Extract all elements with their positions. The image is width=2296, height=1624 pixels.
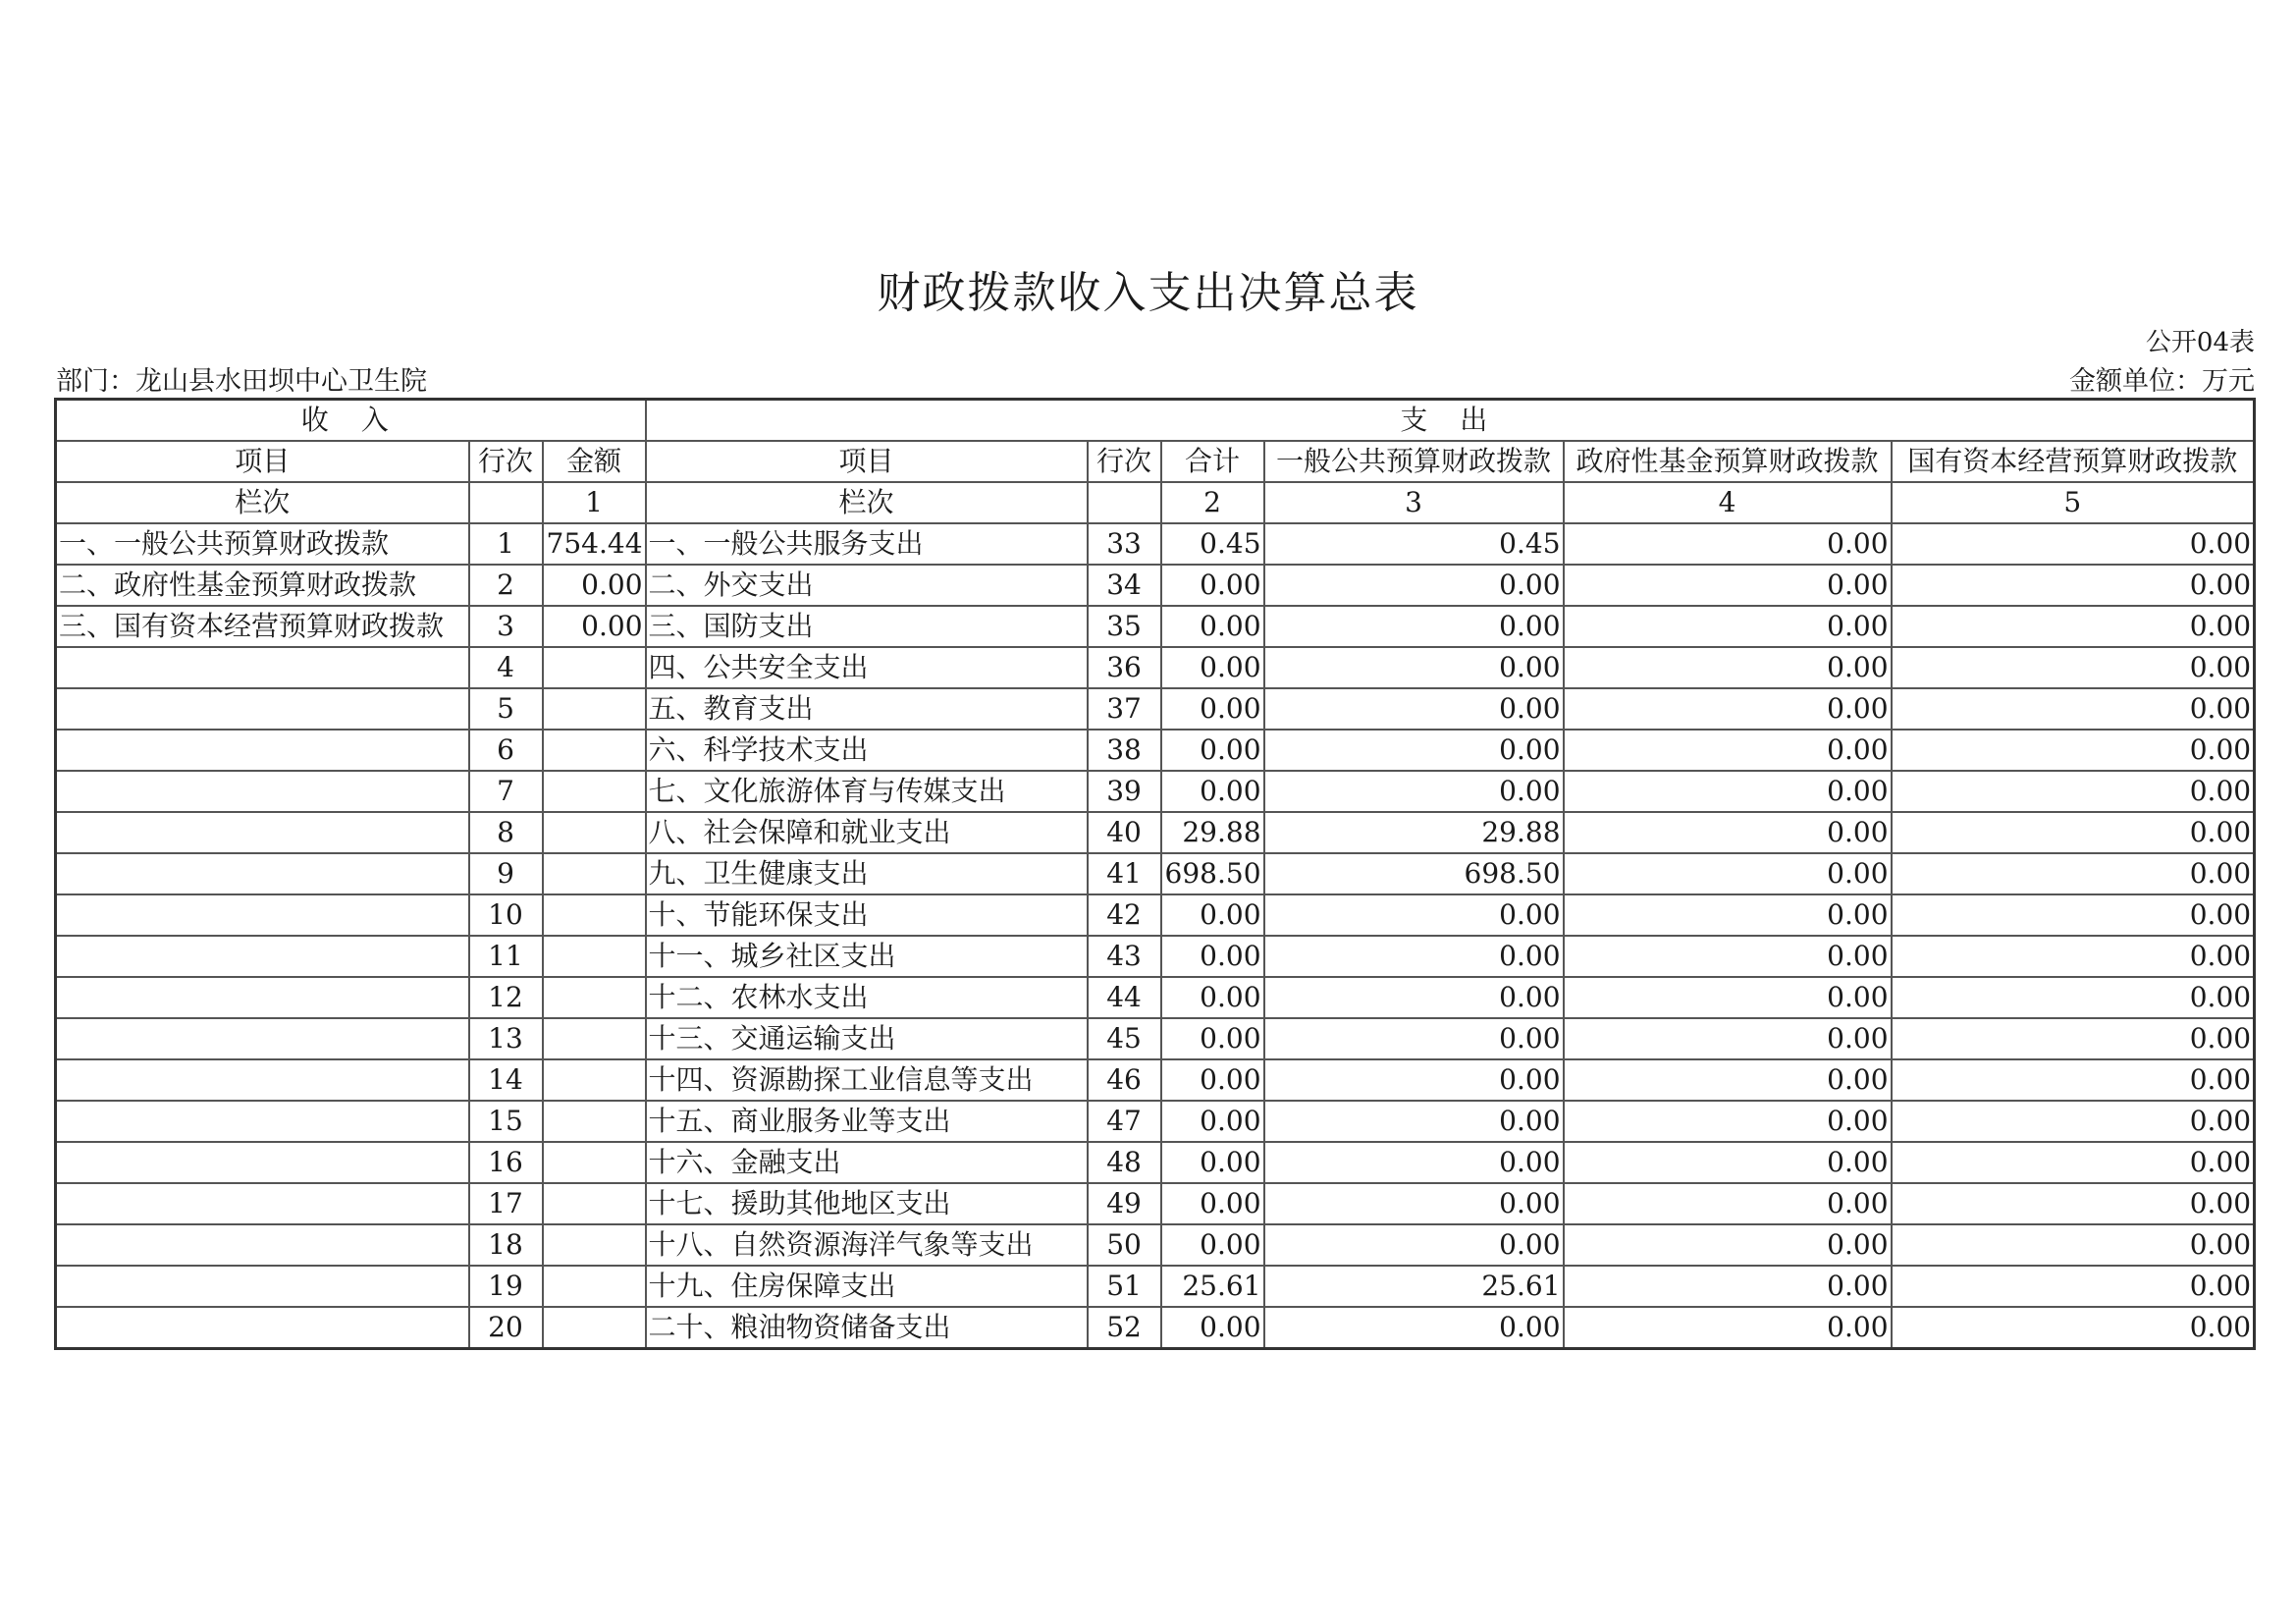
expense-row-no-cell: 40 — [1088, 812, 1161, 853]
expense-item-cell: 十五、商业服务业等支出 — [646, 1101, 1088, 1142]
state-capital-cell: 0.00 — [1892, 1018, 2255, 1059]
expense-row-no-cell: 41 — [1088, 853, 1161, 894]
income-row-no-cell: 17 — [469, 1183, 543, 1224]
table-row — [56, 730, 2255, 771]
col-index-4: 4 — [1564, 482, 1892, 523]
gov-fund-cell: 0.00 — [1564, 565, 1892, 606]
expense-row-no-cell: 37 — [1088, 688, 1161, 730]
expense-item-cell: 十七、援助其他地区支出 — [646, 1183, 1088, 1224]
expense-row-no-cell: 45 — [1088, 1018, 1161, 1059]
gov-fund-cell: 0.00 — [1564, 1266, 1892, 1307]
table-row — [56, 1183, 2255, 1224]
col-index-3: 3 — [1264, 482, 1564, 523]
gov-fund-cell: 0.00 — [1564, 606, 1892, 647]
expense-section-header: 支 出 — [646, 400, 2255, 442]
state-capital-cell: 0.00 — [1892, 1224, 2255, 1266]
expense-row-no-cell: 34 — [1088, 565, 1161, 606]
expense-item-header: 项目 — [646, 441, 1088, 482]
expense-item-cell: 四、公共安全支出 — [646, 647, 1088, 688]
income-amount-cell: 0.00 — [543, 606, 646, 647]
expense-row-no-cell: 51 — [1088, 1266, 1161, 1307]
total-header: 合计 — [1161, 441, 1264, 482]
form-code: 公开04表 — [2145, 328, 2255, 357]
income-item-cell: 二、政府性基金预算财政拨款 — [56, 565, 469, 606]
income-row-no-cell: 18 — [469, 1224, 543, 1266]
income-row-no-cell: 13 — [469, 1018, 543, 1059]
income-item-cell — [56, 977, 469, 1018]
state-capital-cell: 0.00 — [1892, 936, 2255, 977]
state-capital-cell: 0.00 — [1892, 812, 2255, 853]
income-row-no-cell: 1 — [469, 523, 543, 565]
expense-item-cell: 十九、住房保障支出 — [646, 1266, 1088, 1307]
general-budget-cell: 0.00 — [1264, 688, 1564, 730]
column-index-row — [56, 482, 2255, 523]
income-amount-header: 金额 — [543, 441, 646, 482]
expense-item-cell: 九、卫生健康支出 — [646, 853, 1088, 894]
expense-row-no-cell: 42 — [1088, 894, 1161, 936]
state-capital-cell: 0.00 — [1892, 894, 2255, 936]
income-amount-cell — [543, 1101, 646, 1142]
gov-fund-cell: 0.00 — [1564, 771, 1892, 812]
income-amount-cell — [543, 1307, 646, 1349]
table-row — [56, 1307, 2255, 1349]
state-capital-cell: 0.00 — [1892, 647, 2255, 688]
expense-row-no-cell: 38 — [1088, 730, 1161, 771]
expense-item-cell: 二十、粮油物资储备支出 — [646, 1307, 1088, 1349]
appropriation-summary-table — [54, 398, 2256, 1350]
table-row — [56, 853, 2255, 894]
income-amount-cell — [543, 1142, 646, 1183]
gov-fund-cell: 0.00 — [1564, 523, 1892, 565]
table-row — [56, 523, 2255, 565]
income-item-cell — [56, 853, 469, 894]
expense-row-no-cell: 49 — [1088, 1183, 1161, 1224]
state-capital-cell: 0.00 — [1892, 565, 2255, 606]
income-row-no-cell: 3 — [469, 606, 543, 647]
expense-row-no-cell: 48 — [1088, 1142, 1161, 1183]
total-cell: 0.00 — [1161, 565, 1264, 606]
expense-item-cell: 十六、金融支出 — [646, 1142, 1088, 1183]
general-budget-cell: 0.45 — [1264, 523, 1564, 565]
income-amount-cell — [543, 647, 646, 688]
income-row-no-cell: 2 — [469, 565, 543, 606]
table-row — [56, 647, 2255, 688]
state-capital-cell: 0.00 — [1892, 977, 2255, 1018]
state-capital-cell: 0.00 — [1892, 1059, 2255, 1101]
table-row — [56, 977, 2255, 1018]
gov-fund-header: 政府性基金预算财政拨款 — [1564, 441, 1892, 482]
table-row — [56, 606, 2255, 647]
section-header-row — [56, 400, 2255, 442]
gov-fund-cell: 0.00 — [1564, 936, 1892, 977]
state-capital-cell: 0.00 — [1892, 1266, 2255, 1307]
gov-fund-cell: 0.00 — [1564, 977, 1892, 1018]
general-budget-cell: 0.00 — [1264, 1142, 1564, 1183]
general-budget-cell: 0.00 — [1264, 977, 1564, 1018]
income-item-cell — [56, 894, 469, 936]
income-item-cell — [56, 1142, 469, 1183]
general-budget-cell: 0.00 — [1264, 936, 1564, 977]
income-amount-cell — [543, 1266, 646, 1307]
table-row — [56, 894, 2255, 936]
gov-fund-cell: 0.00 — [1564, 812, 1892, 853]
gov-fund-cell: 0.00 — [1564, 1142, 1892, 1183]
expense-item-cell: 十八、自然资源海洋气象等支出 — [646, 1224, 1088, 1266]
col-index-1: 1 — [543, 482, 646, 523]
total-cell: 0.00 — [1161, 647, 1264, 688]
income-row-no-cell: 5 — [469, 688, 543, 730]
state-capital-cell: 0.00 — [1892, 606, 2255, 647]
income-amount-cell — [543, 812, 646, 853]
total-cell: 25.61 — [1161, 1266, 1264, 1307]
total-cell: 0.00 — [1161, 977, 1264, 1018]
income-amount-cell — [543, 936, 646, 977]
general-budget-cell: 0.00 — [1264, 1307, 1564, 1349]
gov-fund-cell: 0.00 — [1564, 1224, 1892, 1266]
total-cell: 0.00 — [1161, 1307, 1264, 1349]
gov-fund-cell: 0.00 — [1564, 1183, 1892, 1224]
general-budget-cell: 29.88 — [1264, 812, 1564, 853]
expense-row-no-header: 行次 — [1088, 441, 1161, 482]
col-index-2: 2 — [1161, 482, 1264, 523]
income-row-no-cell: 16 — [469, 1142, 543, 1183]
state-capital-cell: 0.00 — [1892, 523, 2255, 565]
expense-item-cell: 十二、农林水支出 — [646, 977, 1088, 1018]
income-lan-label: 栏次 — [56, 482, 469, 523]
table-row — [56, 1101, 2255, 1142]
gov-fund-cell: 0.00 — [1564, 894, 1892, 936]
table-row — [56, 812, 2255, 853]
expense-item-cell: 六、科学技术支出 — [646, 730, 1088, 771]
income-row-no-cell: 7 — [469, 771, 543, 812]
expense-row-no-cell: 50 — [1088, 1224, 1161, 1266]
department-label: 部门：龙山县水田坝中心卫生院 — [56, 366, 427, 397]
gov-fund-cell: 0.00 — [1564, 1101, 1892, 1142]
income-item-cell — [56, 771, 469, 812]
total-cell: 0.00 — [1161, 771, 1264, 812]
total-cell: 0.00 — [1161, 606, 1264, 647]
expense-row-no-cell: 47 — [1088, 1101, 1161, 1142]
total-cell: 0.00 — [1161, 1101, 1264, 1142]
total-cell: 0.00 — [1161, 1018, 1264, 1059]
state-capital-header: 国有资本经营预算财政拨款 — [1892, 441, 2255, 482]
table-row — [56, 1142, 2255, 1183]
general-budget-cell: 0.00 — [1264, 771, 1564, 812]
expense-row-no-cell: 44 — [1088, 977, 1161, 1018]
table-row — [56, 565, 2255, 606]
general-budget-cell: 0.00 — [1264, 1101, 1564, 1142]
income-item-cell — [56, 1183, 469, 1224]
income-item-cell — [56, 812, 469, 853]
total-cell: 0.00 — [1161, 936, 1264, 977]
general-budget-cell: 0.00 — [1264, 647, 1564, 688]
expense-row-no-cell: 35 — [1088, 606, 1161, 647]
income-amount-cell — [543, 1183, 646, 1224]
state-capital-cell: 0.00 — [1892, 1101, 2255, 1142]
table-row — [56, 688, 2255, 730]
income-amount-cell — [543, 894, 646, 936]
expense-item-cell: 三、国防支出 — [646, 606, 1088, 647]
income-amount-cell — [543, 977, 646, 1018]
expense-row-no-cell: 33 — [1088, 523, 1161, 565]
total-cell: 0.00 — [1161, 730, 1264, 771]
total-cell: 0.00 — [1161, 1224, 1264, 1266]
income-row-no-cell: 15 — [469, 1101, 543, 1142]
expense-item-cell: 一、一般公共服务支出 — [646, 523, 1088, 565]
general-budget-cell: 0.00 — [1264, 730, 1564, 771]
general-budget-cell: 0.00 — [1264, 606, 1564, 647]
income-row-no-cell: 10 — [469, 894, 543, 936]
expense-row-no-cell: 36 — [1088, 647, 1161, 688]
expense-item-cell: 二、外交支出 — [646, 565, 1088, 606]
page-title: 财政拨款收入支出决算总表 — [877, 268, 1419, 318]
income-amount-cell — [543, 853, 646, 894]
state-capital-cell: 0.00 — [1892, 730, 2255, 771]
income-amount-cell — [543, 1018, 646, 1059]
general-budget-cell: 0.00 — [1264, 1183, 1564, 1224]
income-item-cell — [56, 1307, 469, 1349]
expense-row-no-cell: 52 — [1088, 1307, 1161, 1349]
income-amount-cell: 0.00 — [543, 565, 646, 606]
income-item-cell — [56, 936, 469, 977]
general-budget-cell: 0.00 — [1264, 1018, 1564, 1059]
income-row-no-cell: 12 — [469, 977, 543, 1018]
table-row — [56, 1018, 2255, 1059]
total-cell: 0.00 — [1161, 1142, 1264, 1183]
state-capital-cell: 0.00 — [1892, 688, 2255, 730]
income-item-cell: 三、国有资本经营预算财政拨款 — [56, 606, 469, 647]
expense-row-no-cell: 39 — [1088, 771, 1161, 812]
income-amount-cell — [543, 688, 646, 730]
expense-row-no-cell: 46 — [1088, 1059, 1161, 1101]
income-row-no-cell: 9 — [469, 853, 543, 894]
table-row — [56, 936, 2255, 977]
column-header-row — [56, 441, 2255, 482]
general-budget-cell: 0.00 — [1264, 565, 1564, 606]
state-capital-cell: 0.00 — [1892, 853, 2255, 894]
col-index-5: 5 — [1892, 482, 2255, 523]
income-item-cell — [56, 1018, 469, 1059]
gov-fund-cell: 0.00 — [1564, 853, 1892, 894]
income-row-no-cell: 11 — [469, 936, 543, 977]
gov-fund-cell: 0.00 — [1564, 1059, 1892, 1101]
general-budget-cell: 0.00 — [1264, 1059, 1564, 1101]
general-budget-cell: 0.00 — [1264, 1224, 1564, 1266]
total-cell: 0.45 — [1161, 523, 1264, 565]
general-budget-cell: 698.50 — [1264, 853, 1564, 894]
state-capital-cell: 0.00 — [1892, 1183, 2255, 1224]
income-amount-cell — [543, 1059, 646, 1101]
table-row — [56, 1266, 2255, 1307]
state-capital-cell: 0.00 — [1892, 771, 2255, 812]
total-cell: 0.00 — [1161, 894, 1264, 936]
gov-fund-cell: 0.00 — [1564, 1307, 1892, 1349]
income-row-no-cell: 6 — [469, 730, 543, 771]
income-row-no-cell: 19 — [469, 1266, 543, 1307]
expense-item-cell: 十一、城乡社区支出 — [646, 936, 1088, 977]
income-item-cell — [56, 1224, 469, 1266]
general-budget-header: 一般公共预算财政拨款 — [1264, 441, 1564, 482]
income-amount-cell: 754.44 — [543, 523, 646, 565]
state-capital-cell: 0.00 — [1892, 1307, 2255, 1349]
table-row — [56, 1059, 2255, 1101]
expense-item-cell: 十三、交通运输支出 — [646, 1018, 1088, 1059]
income-row-no-cell: 4 — [469, 647, 543, 688]
income-amount-cell — [543, 771, 646, 812]
expense-item-cell: 八、社会保障和就业支出 — [646, 812, 1088, 853]
income-item-cell: 一、一般公共预算财政拨款 — [56, 523, 469, 565]
income-lan-empty — [469, 482, 543, 523]
amount-unit-label: 金额单位：万元 — [2069, 366, 2255, 397]
income-item-cell — [56, 1101, 469, 1142]
income-item-cell — [56, 1266, 469, 1307]
state-capital-cell: 0.00 — [1892, 1142, 2255, 1183]
expense-lan-label: 栏次 — [646, 482, 1088, 523]
income-row-no-cell: 14 — [469, 1059, 543, 1101]
total-cell: 29.88 — [1161, 812, 1264, 853]
income-row-no-cell: 20 — [469, 1307, 543, 1349]
table-row — [56, 771, 2255, 812]
expense-item-cell: 五、教育支出 — [646, 688, 1088, 730]
expense-item-cell: 七、文化旅游体育与传媒支出 — [646, 771, 1088, 812]
income-item-header: 项目 — [56, 441, 469, 482]
income-item-cell — [56, 688, 469, 730]
expense-item-cell: 十四、资源勘探工业信息等支出 — [646, 1059, 1088, 1101]
income-row-no-cell: 8 — [469, 812, 543, 853]
table-row — [56, 1224, 2255, 1266]
income-row-no-header: 行次 — [469, 441, 543, 482]
income-item-cell — [56, 647, 469, 688]
gov-fund-cell: 0.00 — [1564, 647, 1892, 688]
general-budget-cell: 25.61 — [1264, 1266, 1564, 1307]
total-cell: 0.00 — [1161, 1059, 1264, 1101]
income-amount-cell — [543, 1224, 646, 1266]
income-item-cell — [56, 730, 469, 771]
expense-lan-empty — [1088, 482, 1161, 523]
general-budget-cell: 0.00 — [1264, 894, 1564, 936]
total-cell: 698.50 — [1161, 853, 1264, 894]
total-cell: 0.00 — [1161, 688, 1264, 730]
gov-fund-cell: 0.00 — [1564, 688, 1892, 730]
gov-fund-cell: 0.00 — [1564, 1018, 1892, 1059]
total-cell: 0.00 — [1161, 1183, 1264, 1224]
income-amount-cell — [543, 730, 646, 771]
gov-fund-cell: 0.00 — [1564, 730, 1892, 771]
income-item-cell — [56, 1059, 469, 1101]
expense-row-no-cell: 43 — [1088, 936, 1161, 977]
income-section-header: 收 入 — [56, 400, 646, 442]
expense-item-cell: 十、节能环保支出 — [646, 894, 1088, 936]
